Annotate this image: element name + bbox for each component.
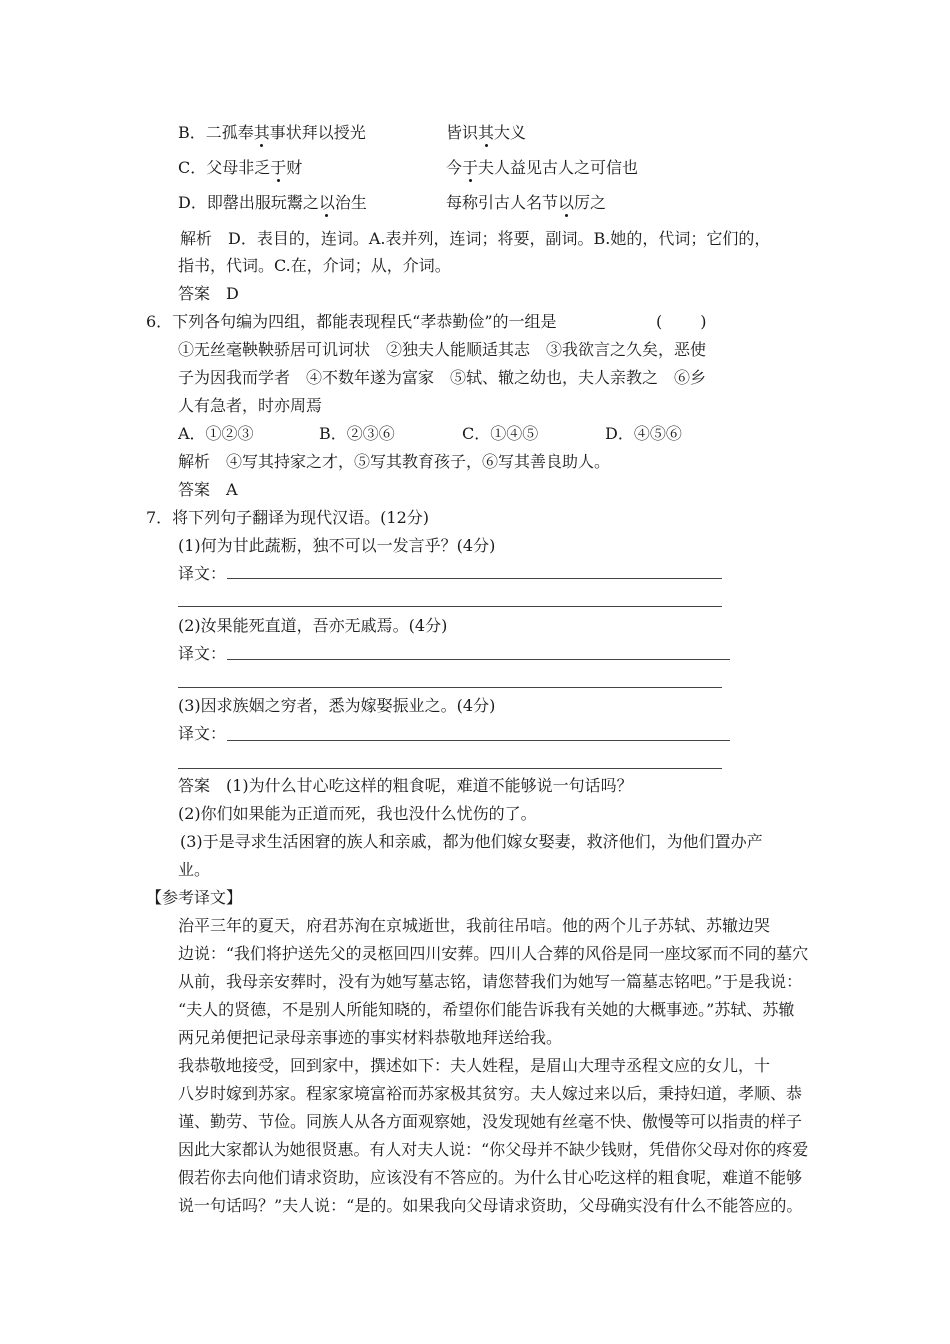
reference-p2-line: 因此大家都认为她很贤惠。有人对夫人说：“你父母并不缺少钱财，凭借你父母对你的疼爱 bbox=[178, 1140, 809, 1159]
reference-p1-line: 治平三年的夏天，府君苏洵在京城逝世，我前往吊唁。他的两个儿子苏轼、苏辙边哭 bbox=[178, 916, 771, 935]
answer-blank-line bbox=[178, 687, 722, 688]
q6-line3: 人有急者，时亦周焉 bbox=[178, 396, 323, 415]
dotted-char: 以 bbox=[558, 193, 575, 212]
q7-answer-line2: (2)你们如果能为正道而死，我也没什么忧伤的了。 bbox=[178, 804, 537, 823]
dotted-char: 于 bbox=[270, 158, 287, 177]
dotted-char: 其 bbox=[478, 123, 495, 142]
reference-p2-line: 假若你去向他们请求资助，应该没有不答应的。为什么甘心吃这样的粗食呢，难道不能够 bbox=[178, 1168, 803, 1187]
q5-answer: 答案 D bbox=[178, 284, 239, 303]
q7-item-2: (2)汝果能死直道，吾亦无戚焉。(4分) bbox=[178, 616, 448, 635]
q5-option-d-left: D．即罄出服玩鬻之以治生 bbox=[178, 193, 367, 212]
reference-p2-line: 八岁时嫁到苏家。程家家境富裕而苏家极其贫穷。夫人嫁过来以后，秉持妇道，孝顺、恭 bbox=[178, 1084, 803, 1103]
q5-option-c-left: C．父母非乏于财 bbox=[178, 158, 303, 177]
dotted-char: 其 bbox=[253, 123, 270, 142]
q6-answer: 答案 A bbox=[178, 480, 238, 499]
reference-p1-line: “夫人的贤德，不是别人所能知晓的，希望你们能告诉我有关她的大概事迹。”苏轼、苏辙 bbox=[178, 1000, 795, 1019]
q7-translation-label-3: 译文： bbox=[178, 724, 227, 743]
q6-choice-b: B．②③⑥ bbox=[319, 424, 395, 443]
q7-translation-label-2: 译文： bbox=[178, 644, 227, 663]
q7-item-3: (3)因求族姻之穷者，悉为嫁娶振业之。(4分) bbox=[178, 696, 496, 715]
q7-item-1: (1)何为甘此蔬粝，独不可以一发言乎？(4分) bbox=[178, 536, 496, 555]
q6-line1: ①无丝毫鞅鞅骄居可讥诃状 ②独夫人能顺适其志 ③我欲言之久矣，恶使 bbox=[178, 340, 707, 359]
answer-blank-line bbox=[227, 659, 730, 660]
q5-analysis-line2: 指书，代词。C.在，介词；从，介词。 bbox=[178, 256, 451, 275]
q5-analysis-line1: 解析 D．表目的，连词。A.表并列，连词；将要，副词。B.她的，代词；它们的， bbox=[180, 229, 771, 248]
dotted-char: 以 bbox=[318, 193, 335, 212]
q6-analysis: 解析 ④写其持家之才，⑤写其教育孩子，⑥写其善良助人。 bbox=[178, 452, 611, 471]
answer-blank-line bbox=[178, 606, 722, 607]
q5-option-b-left: B．二孤奉其事状拜以授光 bbox=[178, 123, 366, 142]
q6-stem: 6．下列各句编为四组，都能表现程氏“孝恭勤俭”的一组是 bbox=[146, 312, 557, 331]
q6-choice-a: A．①②③ bbox=[178, 424, 254, 443]
q7-answer-line4: 业。 bbox=[178, 860, 211, 879]
q5-option-d-right: 每称引古人名节以厉之 bbox=[446, 193, 607, 212]
q7-translation-label-1: 译文： bbox=[178, 564, 227, 583]
q7-stem: 7．将下列句子翻译为现代汉语。(12分) bbox=[146, 508, 430, 527]
reference-p2-line: 谨、勤劳、节俭。同族人从各方面观察她，没发现她有丝毫不快、傲慢等可以指责的样子 bbox=[178, 1112, 803, 1131]
q6-choice-c: C．①④⑤ bbox=[462, 424, 539, 443]
dotted-char: 于 bbox=[462, 158, 479, 177]
answer-blank-line bbox=[227, 740, 730, 741]
reference-p2-line: 我恭敬地接受，回到家中，撰述如下：夫人姓程，是眉山大理寺丞程文应的女儿，十 bbox=[178, 1056, 771, 1075]
q6-line2: 子为因我而学者 ④不数年遂为富家 ⑤轼、辙之幼也，夫人亲教之 ⑥乡 bbox=[178, 368, 707, 387]
reference-p2-line: 说一句话吗？”夫人说：“是的。如果我向父母请求资助，父母确实没有什么不能答应的。 bbox=[178, 1196, 803, 1215]
q5-option-c-right: 今于夫人益见古人之可信也 bbox=[446, 158, 639, 177]
reference-p1-line: 两兄弟便把记录母亲事迹的事实材料恭敬地拜送给我。 bbox=[178, 1028, 563, 1047]
answer-blank-line bbox=[178, 768, 722, 769]
reference-p1-line: 从前，我母亲安葬时，没有为她写墓志铭，请您替我们为她写一篇墓志铭吧。”于是我说： bbox=[178, 972, 803, 991]
q7-answer-line3: (3)于是寻求生活困窘的族人和亲戚，都为他们嫁女娶妻，救济他们，为他们置办产 bbox=[180, 832, 763, 851]
reference-p1-line: 边说：“我们将护送先父的灵柩回四川安葬。四川人合葬的风俗是同一座坟冢而不同的墓穴 bbox=[178, 944, 809, 963]
reference-heading: 【参考译文】 bbox=[146, 888, 243, 907]
q6-answer-paren: ( ) bbox=[656, 312, 709, 331]
q5-option-b-right: 皆识其大义 bbox=[446, 123, 527, 142]
q6-choice-d: D．④⑤⑥ bbox=[605, 424, 682, 443]
q7-answer-line1: 答案 (1)为什么甘心吃这样的粗食呢，难道不能够说一句话吗？ bbox=[178, 776, 633, 795]
answer-blank-line bbox=[227, 578, 722, 579]
